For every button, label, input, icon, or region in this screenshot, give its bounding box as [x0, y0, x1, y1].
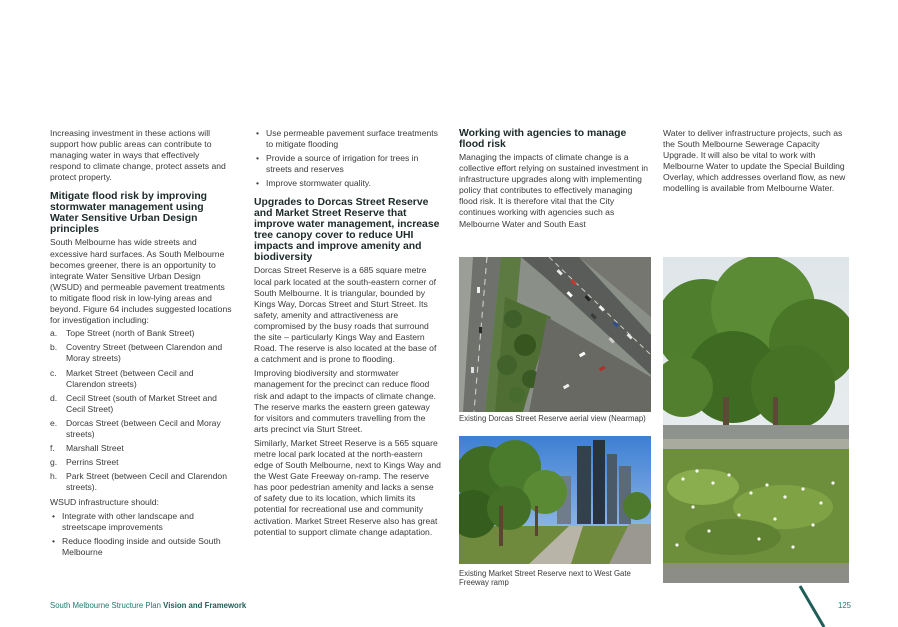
document-title: South Melbourne Structure Plan — [50, 601, 161, 610]
list-item: d. Cecil Street (south of Market Street and Cecil Street) — [50, 392, 217, 414]
market-photo-caption: Existing Market Street Reserve next to West Gate Freeway ramp — [459, 569, 631, 588]
column-2 — [254, 128, 442, 544]
list-item: • Reduce flooding inside and outside South Melbourne — [50, 536, 232, 558]
list-item: g. Perrins Street — [50, 457, 119, 468]
wsud-bullet-list-continued — [254, 128, 442, 189]
list-item: • Provide a source of irrigation for trees in streets and reserves — [254, 153, 442, 175]
market-reserve-paragraph: Similarly, Market Street Reserve is a 565 square metre local park located at the north-eastern edge of South Melbourne, next to Kings Way and the West Gate Freeway on-ramp. The reserve has poor pedestrian amenity and lacks a sense of safety due to its location, which limits its potential for recreational use and community activation. Market Street Reserve also has great potential to support climate change adaptation. — [254, 437, 441, 537]
biodiversity-paragraph: Improving biodiversity and stormwater management for the precinct can reduce flood risk and adapt to the impacts of climate change. The reserve marks the eastern green gateway for visitors and commuters travelling from the arts precinct via Sturt Street. — [254, 368, 437, 434]
reserve-trees-photo — [663, 257, 849, 583]
list-item: • Use permeable pavement surface treatments to mitigate flooding — [254, 128, 442, 150]
agencies-paragraph-continued: Water to deliver infrastructure projects, such as the South Melbourne Sewerage Capacity Upgrade. It will also be vital to work with Melbourne Water to update the Special Building Overlay, which addresses overland flow, as new modelling is available from Melbourne Water. — [663, 128, 846, 194]
list-item: b. Coventry Street (between Clarendon and Moray streets) — [50, 342, 223, 364]
agencies-paragraph: Managing the impacts of climate change is a collective effort relying on sustained investment in infrastructure upgrades along with implementing policy that contributes to effectively managing flood risk. It is therefore vital that the City continues working with agencies such as Melbourne Water and South East — [459, 152, 649, 229]
dorcas-reserve-paragraph: Dorcas Street Reserve is a 685 square metre local park located at the south-eastern corner of South Melbourne. It is triangular, bounded by Kings Way, Dorcas Street and Sturt Street. Its safety, amenity and attractiveness are compromised by the busy roads that surround the site – particularly Kings Way and Eastern Road. The reserve is also located at the base of a catchment and is prone to flooding. — [254, 265, 437, 365]
column-3 — [459, 128, 649, 236]
section-title: Vision and Framework — [163, 601, 247, 610]
decorative-slash-line — [796, 584, 828, 627]
heading-reserve-upgrades: Upgrades to Dorcas Street Reserve and Market Street Reserve that improve water management, increase tree canopy cover to reduce UHI impacts and improve amenity and biodiversity — [254, 197, 440, 264]
list-item: e. Dorcas Street (between Cecil and Moray streets) — [50, 417, 221, 439]
list-item: f. Marshall Street — [50, 443, 124, 454]
wsud-paragraph: South Melbourne has wide streets and excessive hard surfaces. As South Melbourne becomes greener, there is an opportunity to integrate Water Sensitive Urban Design (WSUD) and permeable pavement treatments to mitigate flood risk in low-lying areas and beyond. Figure 64 includes suggested locations for investigation including: — [50, 237, 232, 326]
wsud-infrastructure-intro: WSUD infrastructure should: — [50, 497, 159, 508]
dorcas-reserve-aerial-photo — [459, 257, 651, 412]
market-reserve-photo — [459, 436, 651, 564]
list-item: c. Market Street (between Cecil and Clarendon streets) — [50, 367, 194, 389]
list-item: a. Tope Street (north of Bank Street) — [50, 328, 195, 339]
heading-working-with-agencies: Working with agencies to manage flood risk — [459, 128, 627, 150]
intro-paragraph: Increasing investment in these actions will support how public areas can contribute to managing water in ways that effectively respond to climate change, protect assets and protect property. — [50, 128, 226, 183]
heading-flood-risk-wsud: Mitigate flood risk by improving stormwater management using Water Sensitive Urban Design principles — [50, 191, 208, 236]
column-1 — [50, 128, 232, 562]
list-item: h. Park Street (between Cecil and Clarendon streets). — [50, 471, 227, 493]
column-4 — [663, 128, 851, 201]
list-item: • Improve stormwater quality. — [254, 178, 442, 189]
locations-list — [50, 328, 232, 493]
list-item: • Integrate with other landscape and streetscape improvements — [50, 511, 232, 533]
wsud-bullet-list — [50, 511, 232, 558]
footer-document-title — [50, 601, 246, 610]
aerial-photo-caption: Existing Dorcas Street Reserve aerial view (Nearmap) — [459, 414, 646, 423]
page-number: 125 — [838, 601, 852, 610]
